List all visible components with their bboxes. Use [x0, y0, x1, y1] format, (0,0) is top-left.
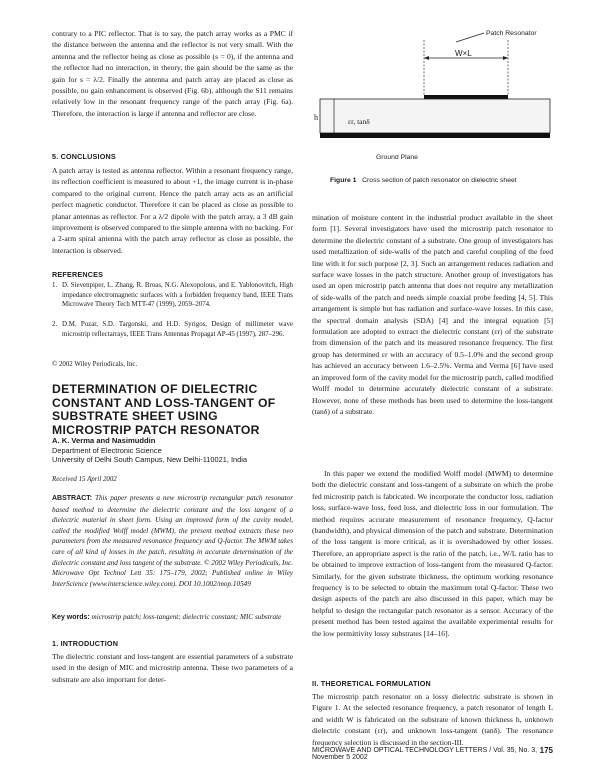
right-paragraph-3: The microstrip patch resonator on a lossy dielectric substrate is shown in Figure 1. At the selected resonance frequency, a patch resonator of length L and width W is fabricated on the substrate of known thickness h, unknown dielectric constant (εr), and unknown loss-tangent (tanδ). The resonance frequency selection is discussed in the section-III. [312, 692, 553, 747]
permittivity-label: εr, tanδ [348, 117, 370, 126]
abstract [52, 493, 293, 589]
patch-resonator-label: Patch Resonator [486, 30, 537, 37]
introduction-text: The dielectric constant and loss-tangent are essential parameters of a substrate used in the design of MIC and microstrip antenna. These two parameters of a substrate are also important for deter- [52, 652, 293, 684]
ground-plane [320, 133, 550, 138]
page-number: 175 [539, 746, 553, 755]
intro-paragraph: contrary to a PIC reflector. That is to say, the patch array works as a PMC if the distance between the antenna and the reflector is not very small. With the antenna and the reflector being as close as possible (s = 0), if the antenna and the reflector had no interaction, in theory, the gain should be the same as the gain for s = λ/2. Finally the antenna and patch array are placed as close as possible, no gain enhancement is observed (Fig. 6b), although the S11 remains relatively low in the resonant frequency range of the patch array (Fig. 6a). Therefore, the interaction is large if antenna and reflector are close. [52, 29, 293, 118]
keywords [52, 612, 293, 624]
reference-item: 1. D. Sievenpiper, L. Zhang, R. Broas, N.G. Alexopolous, and E. Yablonovitch, High impedance electromagnetic surfaces with a forbidden frequency band, IEEE Trans Microwave Theory Tech MTT-47 (1999), 2059–2074. [52, 282, 293, 309]
keywords-text: microstrip patch; loss-tangent; dielectric constant; MIC substrate [91, 613, 282, 621]
arrow-left [424, 56, 429, 60]
substrate [320, 99, 550, 133]
keywords-label: Key words: [52, 614, 90, 621]
figure-caption [330, 177, 553, 184]
abstract-text: This paper presents a new microstrip rectangular patch resonator based method to determine the dielectric constant and the loss tangent of a dielectric material in sheet form. Using an improved form of the cavity model, called the modified Wolff model (MWM), the present method extracts these two parameters from the measured resonance frequency and Q-factor. The MWM takes care of all kind of losses in the patch, resulting in accurate determination of the dielectric constant and loss tangent of the substrate. © 2002 Wiley Periodicals, Inc. Microwave Opt Technol Lett 35: 175–179, 2002; Published online in Wiley InterScience (www.interscience.wiley.com). DOI 10.1002/mop.10549 [52, 494, 294, 588]
introduction-heading: 1. INTRODUCTION [52, 639, 119, 648]
theory-heading: II. THEORETICAL FORMULATION [312, 679, 431, 688]
figure-caption-text: Cross section of patch resonator on dielectric sheet [362, 177, 517, 184]
wl-label: W×L [455, 49, 472, 58]
page-footer [312, 747, 553, 761]
ground-plane-label: Ground Plane [376, 154, 418, 161]
right-paragraph-2: In this paper we extend the modified Wolff model (MWM) to determine both the dielectric constant and loss-tangent of a substrate on which the probe fed microstrip patch is fabricated. We incorporate the conductor loss, radiation loss, surface-wave loss, feed loss, and dielectric loss in our formulation. The method requires accurate measurement of resonance frequency, Q-factor (bandwidth), and physical dimension of the patch and substrate. Determination of the loss tangent is more critical, as it is overshadowed by other losses. Therefore, an appropriate aspect is the ratio of the patch, i.e., W/L ratio has to be obtained to improve extraction of loss-tangent from the measured Q-factor. Similarly, for the given substrate thickness, the optimum working resonance frequency is to be selected to obtain the maximum total Q-factor. These two design aspects of the patch are also discussed in this paper, which may be helpful to design the rectangular patch resonator as a sensor. Accuracy of the present method has been tested against the available experimental results for the low permittivity lossy substrates [14–16]. [312, 469, 553, 638]
article-title: DETERMINATION OF DIELECTRIC CONSTANT AND LOSS-TANGENT OF SUBSTRATE SHEET USING MICROSTRIP PATCH RESONATOR [52, 382, 276, 437]
patch-metal [424, 95, 508, 99]
affiliation-dept: Department of Electronic Science [52, 446, 162, 455]
arrow-right [503, 56, 508, 60]
conclusions-heading: 5. CONCLUSIONS [52, 152, 116, 161]
received-date: Received 15 April 2002 [52, 476, 117, 483]
copyright: © 2002 Wiley Periodicals, Inc. [52, 361, 138, 368]
right-paragraph-1: mination of moisture content in the industrial product available in the sheet form [1]. Several investigators have used the microstrip patch resonator to determine the dielectric constant of a substrate. One group of investigators has used metallization of side-walls of the patch and careful coupling of the feed line with it for such purpose [2, 3]. Such an arrangement reduces radiation and surface wave losses in the patch structure. Another group of investigators has used an open microstrip patch antenna that does not require any metallization of side-walls of the patch and needs simple coaxial probe feeding [4, 5]. This arrangement is simple but has radiation and surface-wave losses. In this case, the spectral domain analysis (SDA) [4] and the integral equation [5] formulation are adopted to extract the dielectric constant (εr) of the substrate from dimension of the patch and its measured resonance frequency. The first group has determined εr with an accuracy of 0.5–1.0% and the second group has achieved an accuracy between 1.6–2.5%. Verma and Verma [6] have used an improved form of the cavity model for the microstrip patch, called modified Wolff model to determine accurately dielectric constant of a substrate. However, none of these methods has been used to determine the loss-tangent (tanδ) of a substrate. [312, 213, 553, 416]
h-label: h [314, 113, 318, 122]
affiliation-university: University of Delhi South Campus, New Delhi-110021, India [52, 455, 247, 464]
patch-leader-line [456, 33, 484, 42]
journal-name: MICROWAVE AND OPTICAL TECHNOLOGY LETTERS / Vol. 35, No. 3, November 5 2002 [312, 747, 538, 761]
abstract-label: ABSTRACT: [52, 495, 93, 502]
conclusions-text: A patch array is tested as antenna reflector. Within a resonant frequency range, its reflection coefficient is measured to about +1, the image current is in-phase compared to the original current. Hence the patch array acts as an artificial perfect magnetic conductor. Therefore it can be placed as close as possible to planar antennas as reflector. For a λ/2 dipole with the patch array, a 3 dB gain improvement is observed compared to the simple antenna with no backing. For a 2-arm spiral antenna with the patch array reflector as close as possible, the interaction is observed. [52, 166, 293, 255]
reference-item: 2. D.M. Pozar, S.D. Targonski, and H.D. Syrigos, Design of millimeter wave microstrip reflectarrays, IEEE Trans Antennas Propagat AP-45 (1997), 287–296. [52, 321, 293, 338]
authors: A. K. Verma and Nasimuddin [52, 436, 156, 445]
figure-caption-label: Figure 1 [330, 177, 357, 184]
references-heading: REFERENCES [52, 270, 104, 279]
patch-resonator-figure [312, 28, 553, 168]
